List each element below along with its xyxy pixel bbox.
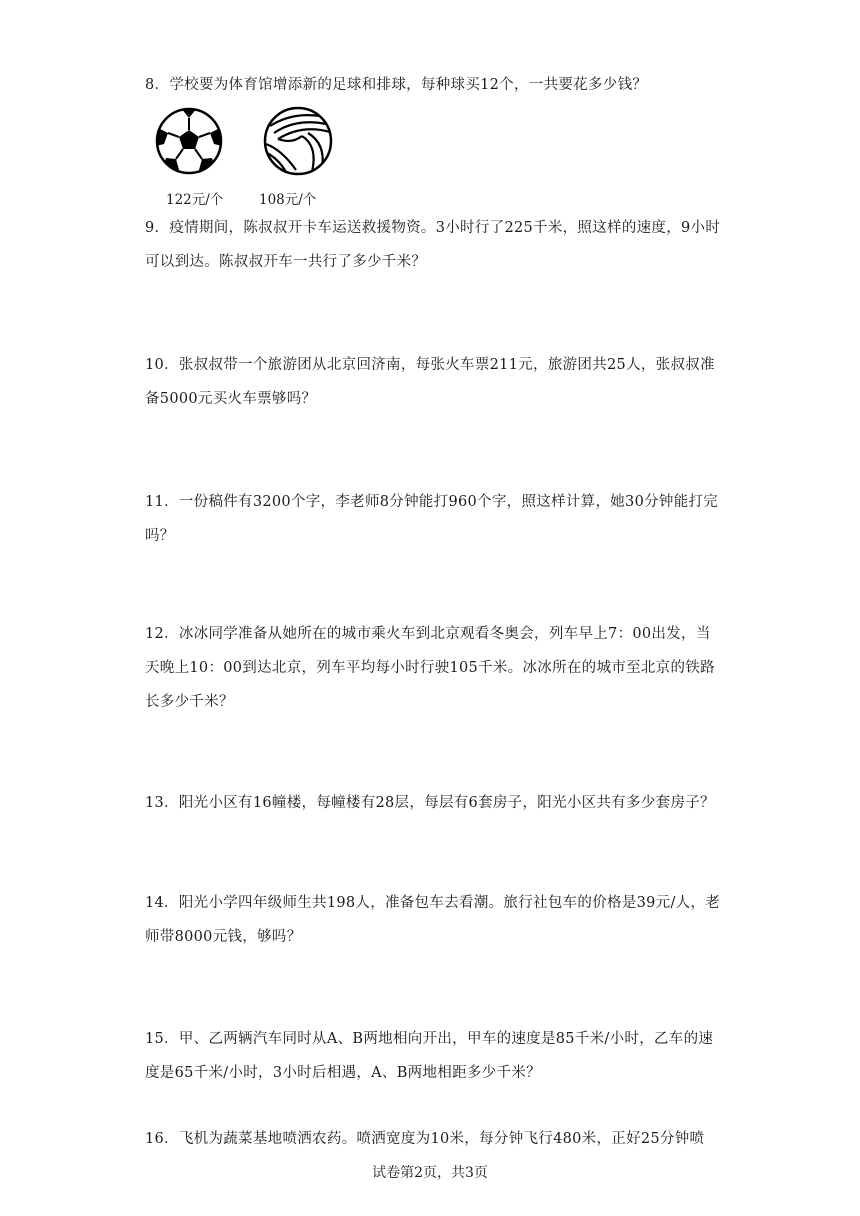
- question-8: 8．学校要为体育馆增添新的足球和排球，每种球买12个，一共要花多少钱？: [145, 77, 648, 93]
- question-15: 15．甲、乙两辆汽车同时从A、B两地相向开出，甲车的速度是85千米/小时，乙车的速度是65千米/小时，3小时后相遇，A、B两地相距多少千米？: [145, 1031, 714, 1081]
- question-9: 9．疫情期间，陈叔叔开卡车运送救援物资。3小时行了225千米，照这样的速度，9小时可以到达。陈叔叔开车一共行了多少千米？: [145, 220, 721, 270]
- question-14: 14．阳光小学四年级师生共198人，准备包车去看潮。旅行社包车的价格是39元/人，老师带8000元钱，够吗？: [145, 895, 721, 945]
- soccer-ball-icon: [154, 106, 224, 176]
- question-13: 13．阳光小区有16幢楼，每幢楼有28层，每层有6套房子，阳光小区共有多少套房子？: [145, 795, 715, 811]
- question-16: 16．飞机为蔬菜基地喷洒农药。喷洒宽度为10米，每分钟飞行480米，正好25分钟喷: [145, 1131, 705, 1147]
- page-footer: 试卷第2页，共3页: [372, 1165, 488, 1181]
- soccer-ball-price: 122元/个: [166, 192, 224, 208]
- question-11: 11．一份稿件有3200个字，李老师8分钟能打960个字，照这样计算，她30分钟能打完吗？: [145, 494, 719, 544]
- question-12: 12．冰冰同学准备从她所在的城市乘火车到北京观看冬奥会，列车早上7：00出发，当天晚上10：00到达北京，列车平均每小时行驶105千米。冰冰所在的城市至北京的铁路长多少千米？: [145, 626, 715, 710]
- question-10: 10．张叔叔带一个旅游团从北京回济南，每张火车票211元，旅游团共25人，张叔叔准备5000元买火车票够吗？: [145, 357, 715, 407]
- volleyball-price: 108元/个: [259, 192, 317, 208]
- volleyball-icon: [262, 106, 334, 176]
